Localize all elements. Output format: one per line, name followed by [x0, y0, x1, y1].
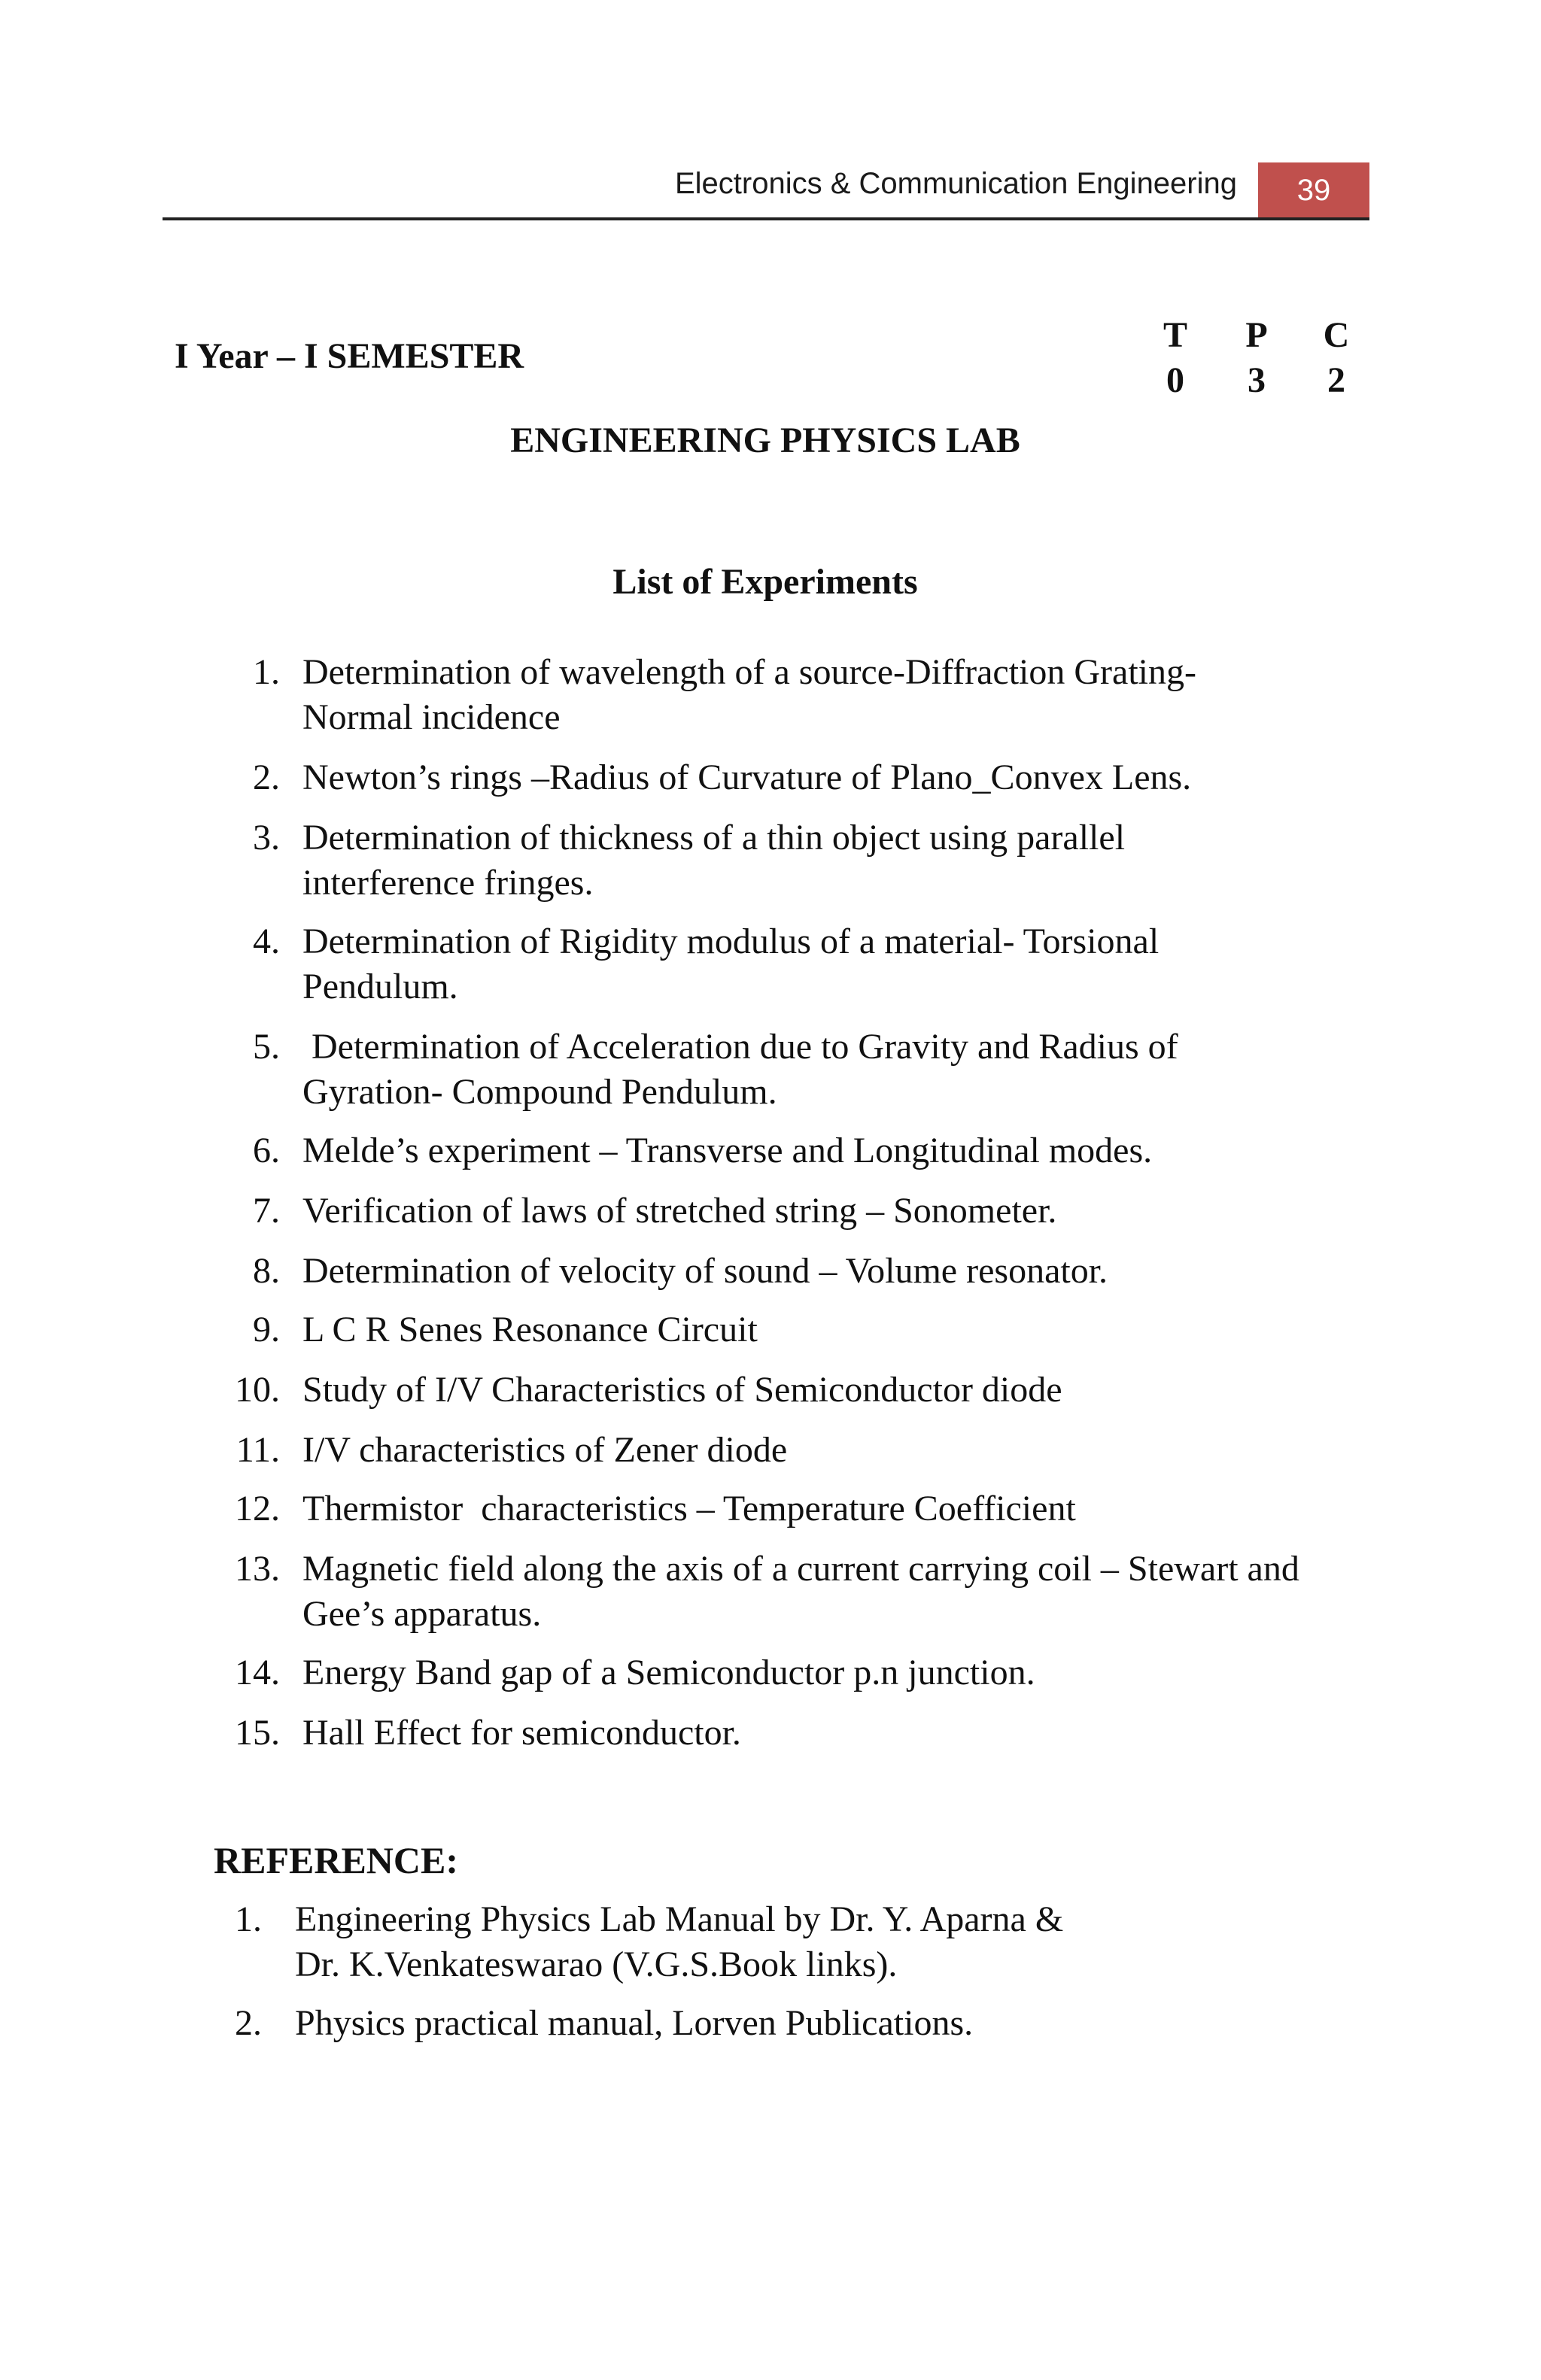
experiment-text: Determination of Acceleration due to Gravity and Radius of — [302, 1027, 1178, 1067]
credits-t-value: 0 — [1166, 360, 1184, 400]
experiment-number: 8. — [253, 1251, 280, 1291]
credits-t-column — [1153, 313, 1198, 403]
experiment-text: Verification of laws of stretched string – Sonometer. — [302, 1191, 1057, 1231]
credits-c-column — [1314, 313, 1359, 403]
experiment-number: 4. — [253, 921, 280, 961]
experiment-text: Pendulum. — [302, 967, 458, 1006]
credits-p-label: P — [1245, 315, 1268, 355]
credits-p-column — [1234, 313, 1279, 403]
experiment-number: 15. — [235, 1713, 280, 1753]
experiment-text: Gyration- Compound Pendulum. — [302, 1072, 777, 1112]
experiment-number: 5. — [253, 1027, 280, 1067]
experiment-number: 11. — [236, 1430, 280, 1470]
experiment-text: Gee’s apparatus. — [302, 1594, 542, 1634]
experiment-text: Determination of velocity of sound – Volume resonator. — [302, 1251, 1108, 1291]
credits-t-label: T — [1163, 315, 1187, 355]
experiment-number: 1. — [253, 652, 280, 692]
credits-p-value: 3 — [1248, 360, 1266, 400]
page-number-badge: 39 — [1258, 162, 1369, 218]
experiment-number: 14. — [235, 1653, 280, 1692]
experiment-number: 6. — [253, 1131, 280, 1170]
experiment-text: Determination of Rigidity modulus of a material- Torsional — [302, 921, 1160, 961]
experiment-number: 3. — [253, 818, 280, 858]
reference-number: 2. — [235, 2003, 262, 2043]
running-header-title: Electronics & Communication Engineering — [674, 167, 1237, 200]
experiment-text: Newton’s rings –Radius of Curvature of Plano_Convex Lens. — [302, 757, 1192, 797]
experiments-heading: List of Experiments — [612, 562, 918, 602]
reference-number: 1. — [235, 1899, 262, 1939]
experiment-text: interference fringes. — [302, 863, 594, 903]
header-rule — [163, 217, 1369, 220]
course-title: ENGINEERING PHYSICS LAB — [510, 420, 1020, 460]
experiment-number: 13. — [235, 1549, 280, 1589]
experiment-number: 12. — [235, 1489, 280, 1528]
experiment-text: Hall Effect for semiconductor. — [302, 1713, 741, 1753]
experiment-text: Determination of wavelength of a source-Diffraction Grating- — [302, 652, 1196, 692]
reference-text: Engineering Physics Lab Manual by Dr. Y. Aparna & — [295, 1899, 1064, 1939]
credits-c-value: 2 — [1327, 360, 1345, 400]
experiment-number: 2. — [253, 757, 280, 797]
experiment-text: Determination of thickness of a thin object using parallel — [302, 818, 1126, 858]
experiment-text: Energy Band gap of a Semiconductor p.n junction. — [302, 1653, 1035, 1692]
reference-heading: REFERENCE: — [214, 1839, 459, 1881]
experiment-number: 9. — [253, 1310, 280, 1349]
experiment-text: Melde’s experiment – Transverse and Longitudinal modes. — [302, 1131, 1153, 1170]
reference-text: Dr. K.Venkateswarao (V.G.S.Book links). — [295, 1944, 898, 1984]
experiment-text: Magnetic field along the axis of a current carrying coil – Stewart and — [302, 1549, 1299, 1589]
credits-c-label: C — [1323, 315, 1350, 355]
experiment-text: Normal incidence — [302, 697, 561, 737]
experiment-text: L C R Senes Resonance Circuit — [302, 1310, 758, 1349]
experiment-number: 7. — [253, 1191, 280, 1231]
year-semester: I Year – I SEMESTER — [175, 336, 524, 376]
experiment-text: I/V characteristics of Zener diode — [302, 1430, 788, 1470]
experiment-text: Study of I/V Characteristics of Semiconductor diode — [302, 1370, 1062, 1410]
reference-text: Physics practical manual, Lorven Publications. — [295, 2003, 974, 2043]
experiment-number: 10. — [235, 1370, 280, 1410]
experiment-text: Thermistor characteristics – Temperature Coefficient — [302, 1489, 1076, 1528]
